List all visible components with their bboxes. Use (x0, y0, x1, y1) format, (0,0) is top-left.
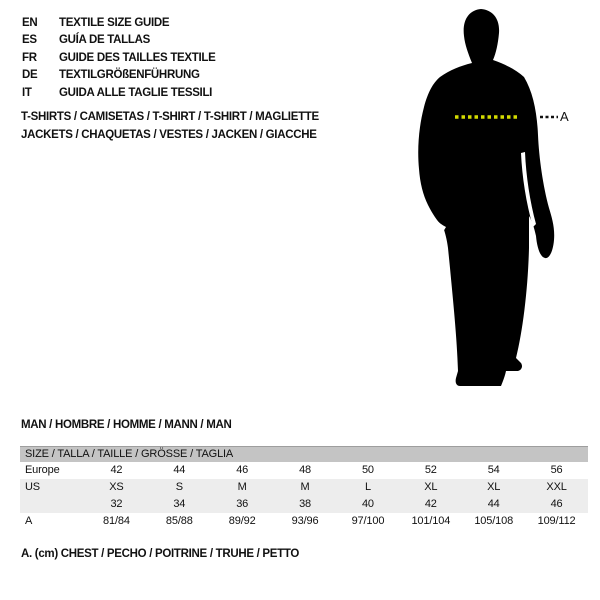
language-title: GUIDA ALLE TAGLIE TESSILI (59, 86, 213, 99)
table-cell: 56 (550, 464, 563, 476)
table-cell: 97/100 (351, 515, 385, 527)
table-cell: 44 (487, 498, 500, 510)
size-table (20, 446, 588, 530)
table-cell: XL (487, 481, 501, 493)
table-cell: 42 (424, 498, 437, 510)
table-cell: 46 (236, 464, 249, 476)
table-row-us (20, 479, 588, 496)
table-cell: 32 (110, 498, 123, 510)
table-cell: M (237, 481, 247, 493)
table-cell: 54 (487, 464, 500, 476)
table-cell: 50 (361, 464, 374, 476)
table-cell: 85/88 (165, 515, 193, 527)
row-label (20, 496, 85, 513)
table-cell: 38 (299, 498, 312, 510)
table-cell: XL (424, 481, 438, 493)
section-title-man: MAN / HOMBRE / HOMME / MANN / MAN (21, 419, 232, 431)
table-cell: M (300, 481, 310, 493)
language-title: GUÍA DE TALLAS (59, 34, 150, 47)
language-title: TEXTILGRÖßENFÜHRUNG (59, 69, 200, 82)
row-label: A (25, 515, 33, 527)
language-code: EN (22, 17, 38, 29)
language-code: IT (22, 86, 32, 99)
language-title: TEXTILE SIZE GUIDE (59, 17, 170, 29)
table-cell: 81/84 (103, 515, 130, 527)
table-row-europe (20, 462, 588, 479)
table-cell: 48 (299, 464, 312, 476)
category-jackets: JACKETS / CHAQUETAS / VESTES / JACKEN / GIACCHE (21, 128, 317, 141)
measurement-label-a: A (560, 109, 569, 124)
table-cell: L (364, 481, 371, 493)
row-label: US (25, 481, 40, 493)
table-cell: 46 (550, 498, 563, 510)
language-title: GUIDE DES TAILLES TEXTILE (59, 51, 216, 64)
table-cell: 93/96 (291, 515, 319, 527)
table-cell: 42 (110, 464, 123, 476)
table-cell: 101/104 (411, 515, 451, 527)
table-cell: 52 (424, 464, 437, 476)
man-silhouette-body (418, 9, 554, 386)
table-cell: 109/112 (537, 515, 576, 527)
table-cell: XXL (546, 481, 567, 493)
size-table-header: SIZE / TALLA / TAILLE / GRÖSSE / TAGLIA (20, 446, 588, 462)
row-label: Europe (25, 464, 60, 476)
table-cell: XS (109, 481, 124, 493)
language-code: ES (22, 34, 37, 47)
table-cell: 36 (236, 498, 249, 510)
table-cell: S (175, 481, 183, 493)
table-cell: 40 (361, 498, 374, 510)
footnote-chest-legend: A. (cm) CHEST / PECHO / POITRINE / TRUHE / PETTO (21, 548, 300, 560)
table-row-numeric (20, 496, 588, 513)
table-cell: 89/92 (228, 515, 256, 527)
table-cell: 105/108 (474, 515, 514, 527)
table-cell: 44 (173, 464, 186, 476)
language-code: DE (22, 69, 38, 82)
table-cell: 34 (173, 498, 186, 510)
table-row-chest (20, 513, 588, 530)
language-code: FR (22, 51, 37, 64)
category-tshirts: T-SHIRTS / CAMISETAS / T-SHIRT / T-SHIRT / MAGLIETTE (21, 111, 319, 123)
